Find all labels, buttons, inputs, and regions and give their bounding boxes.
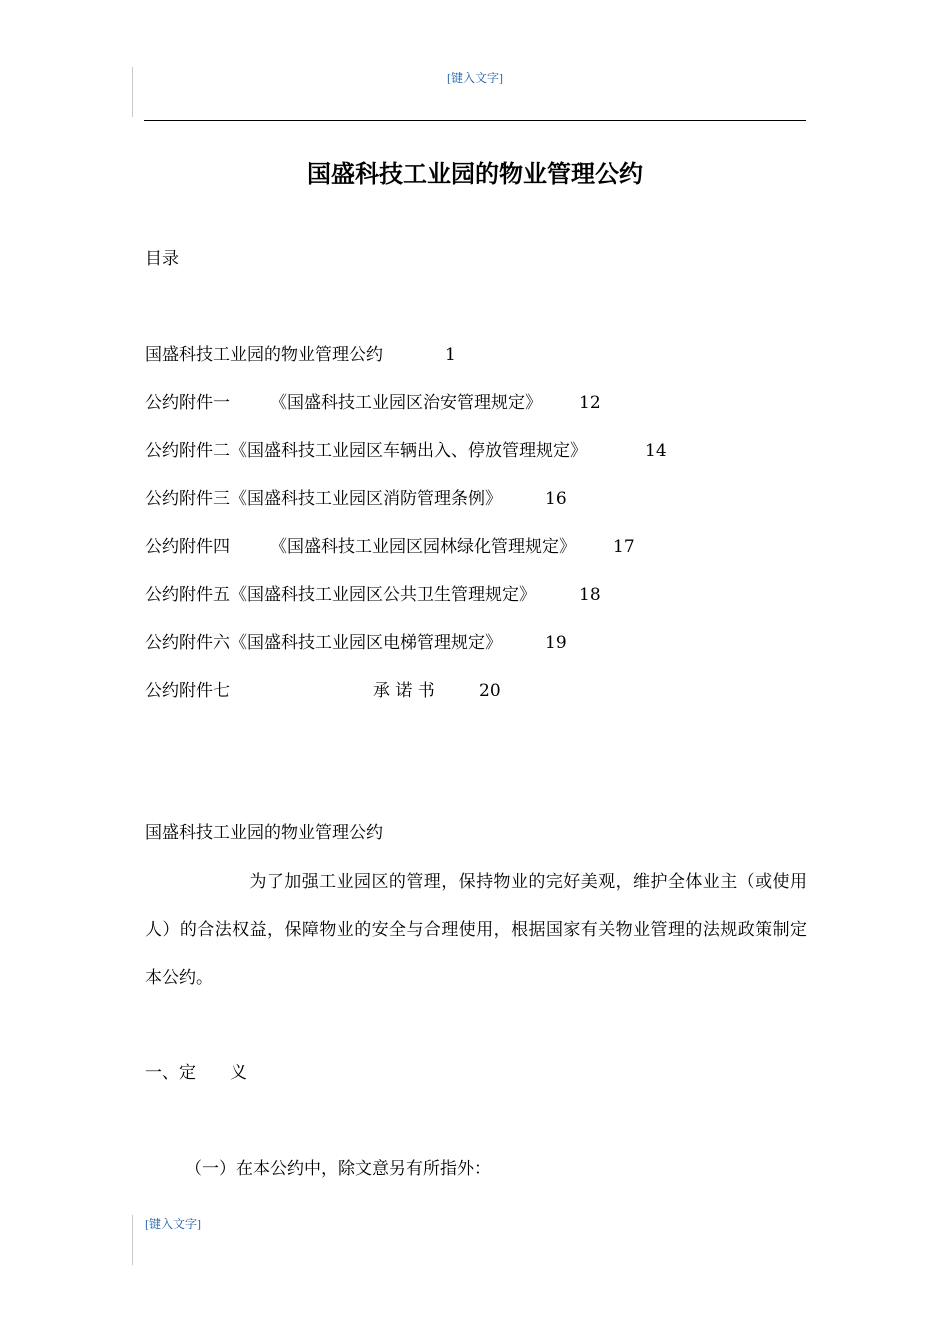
toc-entry-label: 公约附件七 (145, 681, 230, 701)
toc-entry-label: 公约附件二《国盛科技工业园区车辆出入、停放管理规定》 (145, 441, 587, 461)
toc-entry-page: 12 (579, 393, 601, 413)
toc-entry-name: 《国盛科技工业园区园林绿化管理规定》 (270, 537, 576, 557)
document-title: 国盛科技工业园的物业管理公约 (307, 160, 643, 188)
preamble-paragraph (145, 858, 807, 1002)
toc-entry (145, 439, 667, 463)
footer-placeholder[interactable]: [键入文字] (145, 1217, 201, 1231)
toc-entry-label: 公约附件三《国盛科技工业园区消防管理条例》 (145, 489, 502, 509)
toc-entry (145, 343, 456, 367)
preamble-text: 为了加强工业园区的管理，保持物业的完好美观，维护全体业主（或使用人）的合法权益，保障物业的安全与合理使用，根据国家有关物业管理的法规政策制定本公约。 (145, 872, 807, 988)
toc-entry-label: 公约附件一 (145, 393, 230, 413)
toc-entry (145, 631, 567, 655)
toc-entry-page: 18 (579, 585, 601, 605)
toc-entry-page: 20 (479, 681, 501, 701)
toc-entry-page: 19 (545, 633, 567, 653)
header-placeholder[interactable]: [键入文字] (447, 71, 503, 85)
toc-heading: 目录 (145, 249, 179, 269)
header-rule (144, 120, 806, 121)
toc-entry-label: 公约附件五《国盛科技工业园区公共卫生管理规定》 (145, 585, 536, 605)
toc-entry (145, 679, 501, 703)
toc-entry-label: 公约附件四 (145, 537, 230, 557)
toc-entry (145, 535, 635, 559)
section-title: 国盛科技工业园的物业管理公约 (145, 823, 383, 843)
toc-entry (145, 487, 567, 511)
toc-entry-label: 公约附件六《国盛科技工业园区电梯管理规定》 (145, 633, 502, 653)
toc-entry-page: 14 (645, 441, 667, 461)
footer-margin-marker (132, 1215, 133, 1265)
toc-entry-name: 《国盛科技工业园区治安管理规定》 (270, 393, 542, 413)
toc-entry-name: 承 诺 书 (373, 681, 435, 701)
toc-entry-page: 17 (613, 537, 635, 557)
toc-entry (145, 583, 601, 607)
toc-entry-label: 国盛科技工业园的物业管理公约 (145, 345, 383, 365)
definitions-heading: 一、定 义 (145, 1063, 247, 1083)
toc-entry-page: 16 (545, 489, 567, 509)
clause-1: （一）在本公约中，除文意另有所指外： (185, 1159, 491, 1179)
toc-entry-page: 1 (445, 345, 456, 365)
toc-entry (145, 391, 601, 415)
